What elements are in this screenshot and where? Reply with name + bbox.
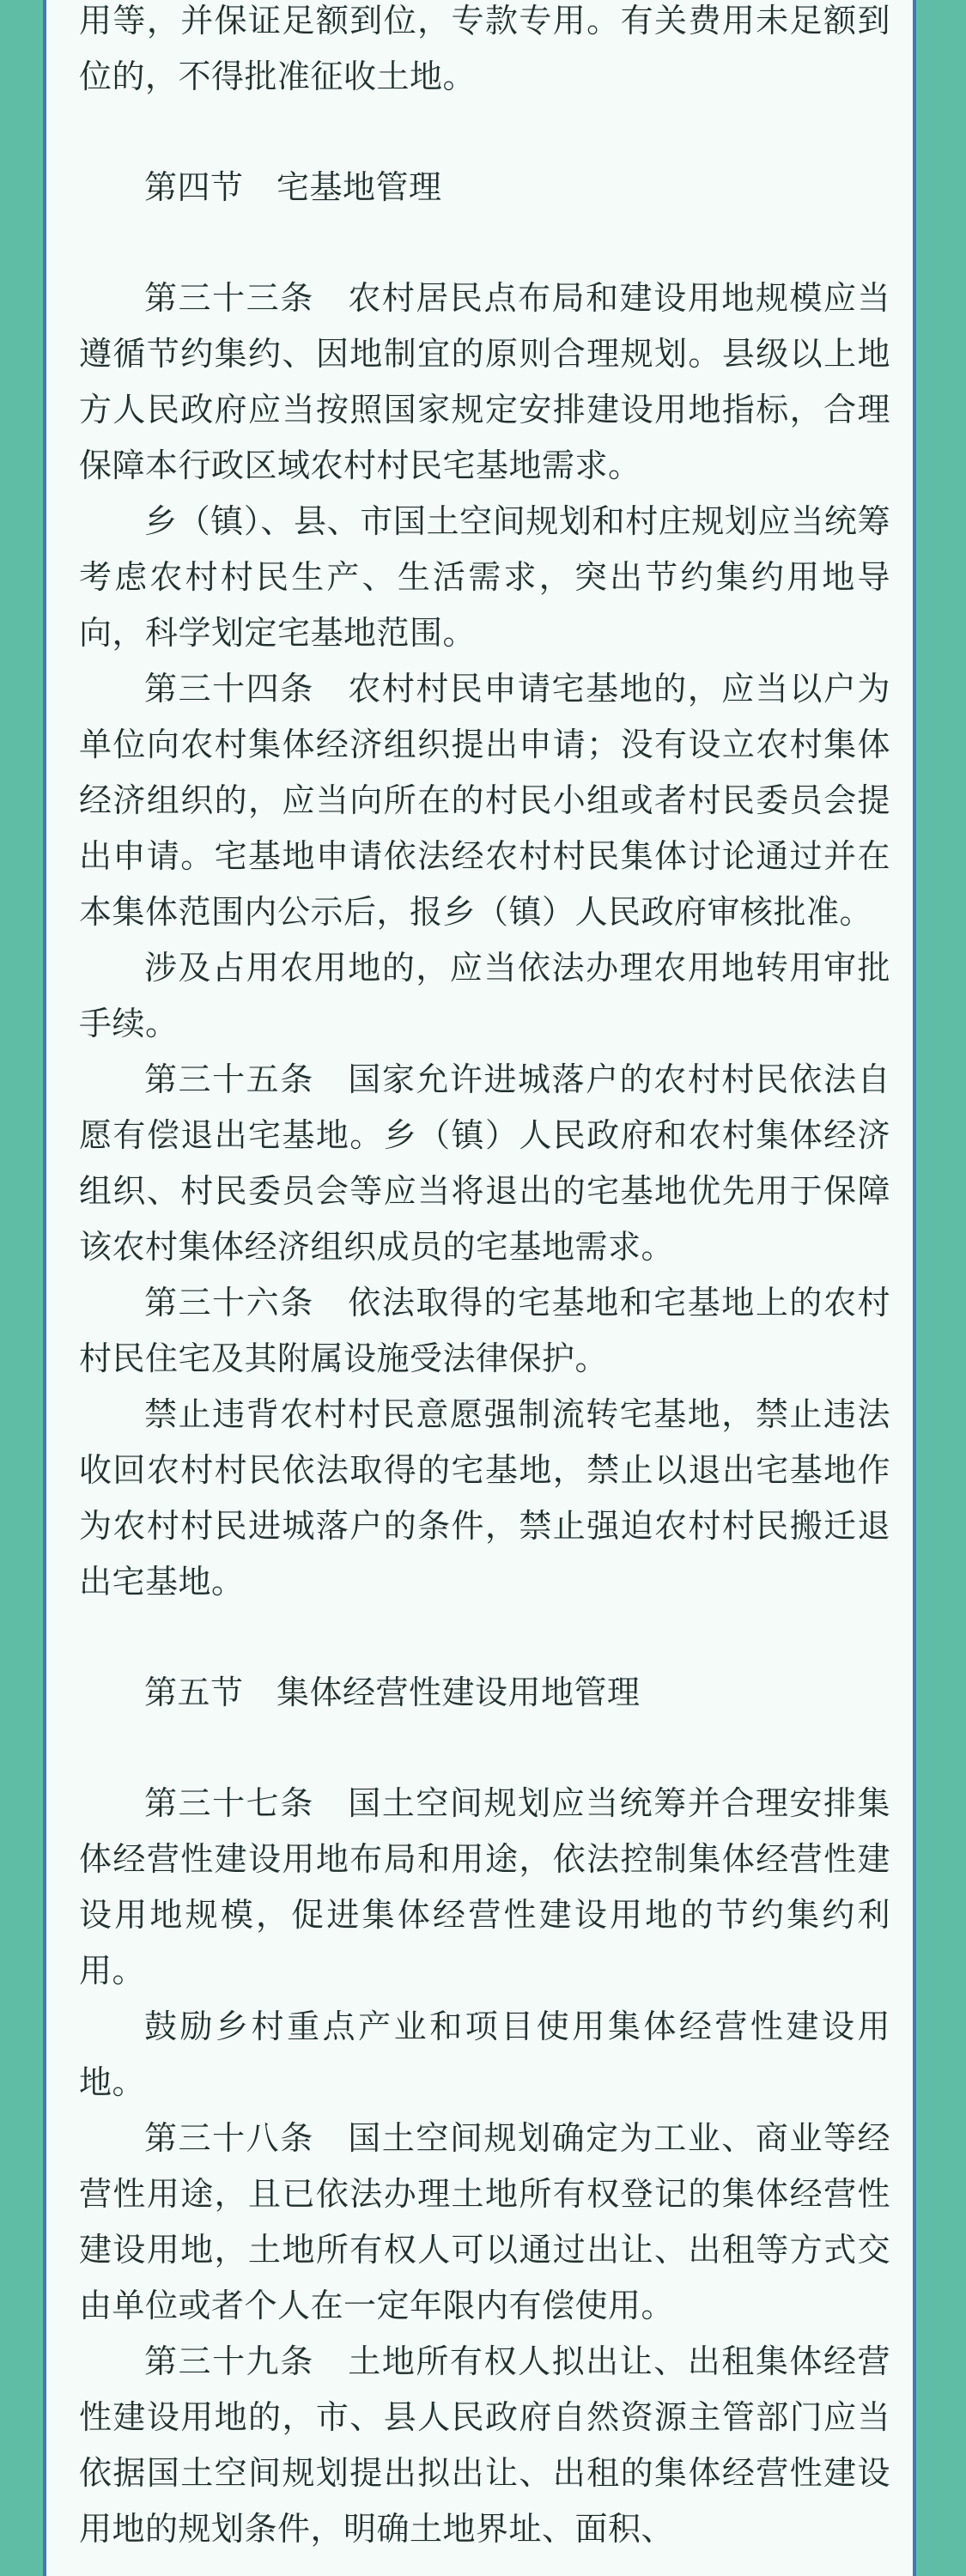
- section-5-heading: 第五节 集体经营性建设用地管理: [144, 1674, 641, 1711]
- section-4-heading: 第四节 宅基地管理: [144, 168, 442, 206]
- encouragement-paragraph: 鼓励乡村重点产业和项目使用集体经营性建设用地。: [79, 2008, 890, 2101]
- article-38-paragraph: 第三十八条 国土空间规划确定为工业、商业等经营性用途，且已依法办理土地所有权登记的集体经营性建设用地，土地所有权人可以通过出让、出租等方式交由单位或者个人在一定年限内有偿使用。: [79, 2119, 890, 2324]
- planning-paragraph: 乡（镇）、县、市国土空间规划和村庄规划应当统筹考虑农村村民生产、生活需求，突出节约集约用地导向，科学划定宅基地范围。: [79, 502, 890, 652]
- article-34-paragraph: 第三十四条 农村村民申请宅基地的，应当以户为单位向农村集体经济组织提出申请；没有设立农村集体经济组织的，应当向所在的村民小组或者村民委员会提出申请。宅基地申请依法经农村村民集体讨论通过并在本集体范围内公示后，报乡（镇）人民政府审核批准。: [79, 670, 890, 931]
- farmland-approval-paragraph: 涉及占用农用地的，应当依法办理农用地转用审批手续。: [79, 949, 890, 1042]
- article-36-paragraph: 第三十六条 依法取得的宅基地和宅基地上的农村村民住宅及其附属设施受法律保护。: [79, 1284, 890, 1377]
- document-panel: [43, 0, 916, 2576]
- prohibition-paragraph: 禁止违背农村村民意愿强制流转宅基地，禁止违法收回农村村民依法取得的宅基地，禁止以退出宅基地作为农村村民进城落户的条件，禁止强迫农村村民搬迁退出宅基地。: [79, 1395, 890, 1601]
- article-37-paragraph: 第三十七条 国土空间规划应当统筹并合理安排集体经营性建设用地布局和用途，依法控制集体经营性建设用地规模，促进集体经营性建设用地的节约集约利用。: [79, 1784, 890, 1990]
- document-content: [79, 0, 890, 2557]
- article-39-paragraph: 第三十九条 土地所有权人拟出让、出租集体经营性建设用地的，市、县人民政府自然资源主管部门应当依据国土空间规划提出拟出让、出租的集体经营性建设用地的规划条件，明确土地界址、面积、: [79, 2342, 890, 2548]
- article-33-paragraph: 第三十三条 农村居民点布局和建设用地规模应当遵循节约集约、因地制宜的原则合理规划。县级以上地方人民政府应当按照国家规定安排建设用地指标，合理保障本行政区域农村村民宅基地需求。: [79, 279, 890, 484]
- intro-paragraph: 用等，并保证足额到位，专款专用。有关费用未足额到位的，不得批准征收土地。: [79, 2, 890, 95]
- article-35-paragraph: 第三十五条 国家允许进城落户的农村村民依法自愿有偿退出宅基地。乡（镇）人民政府和农村集体经济组织、村民委员会等应当将退出的宅基地优先用于保障该农村集体经济组织成员的宅基地需求。: [79, 1060, 890, 1266]
